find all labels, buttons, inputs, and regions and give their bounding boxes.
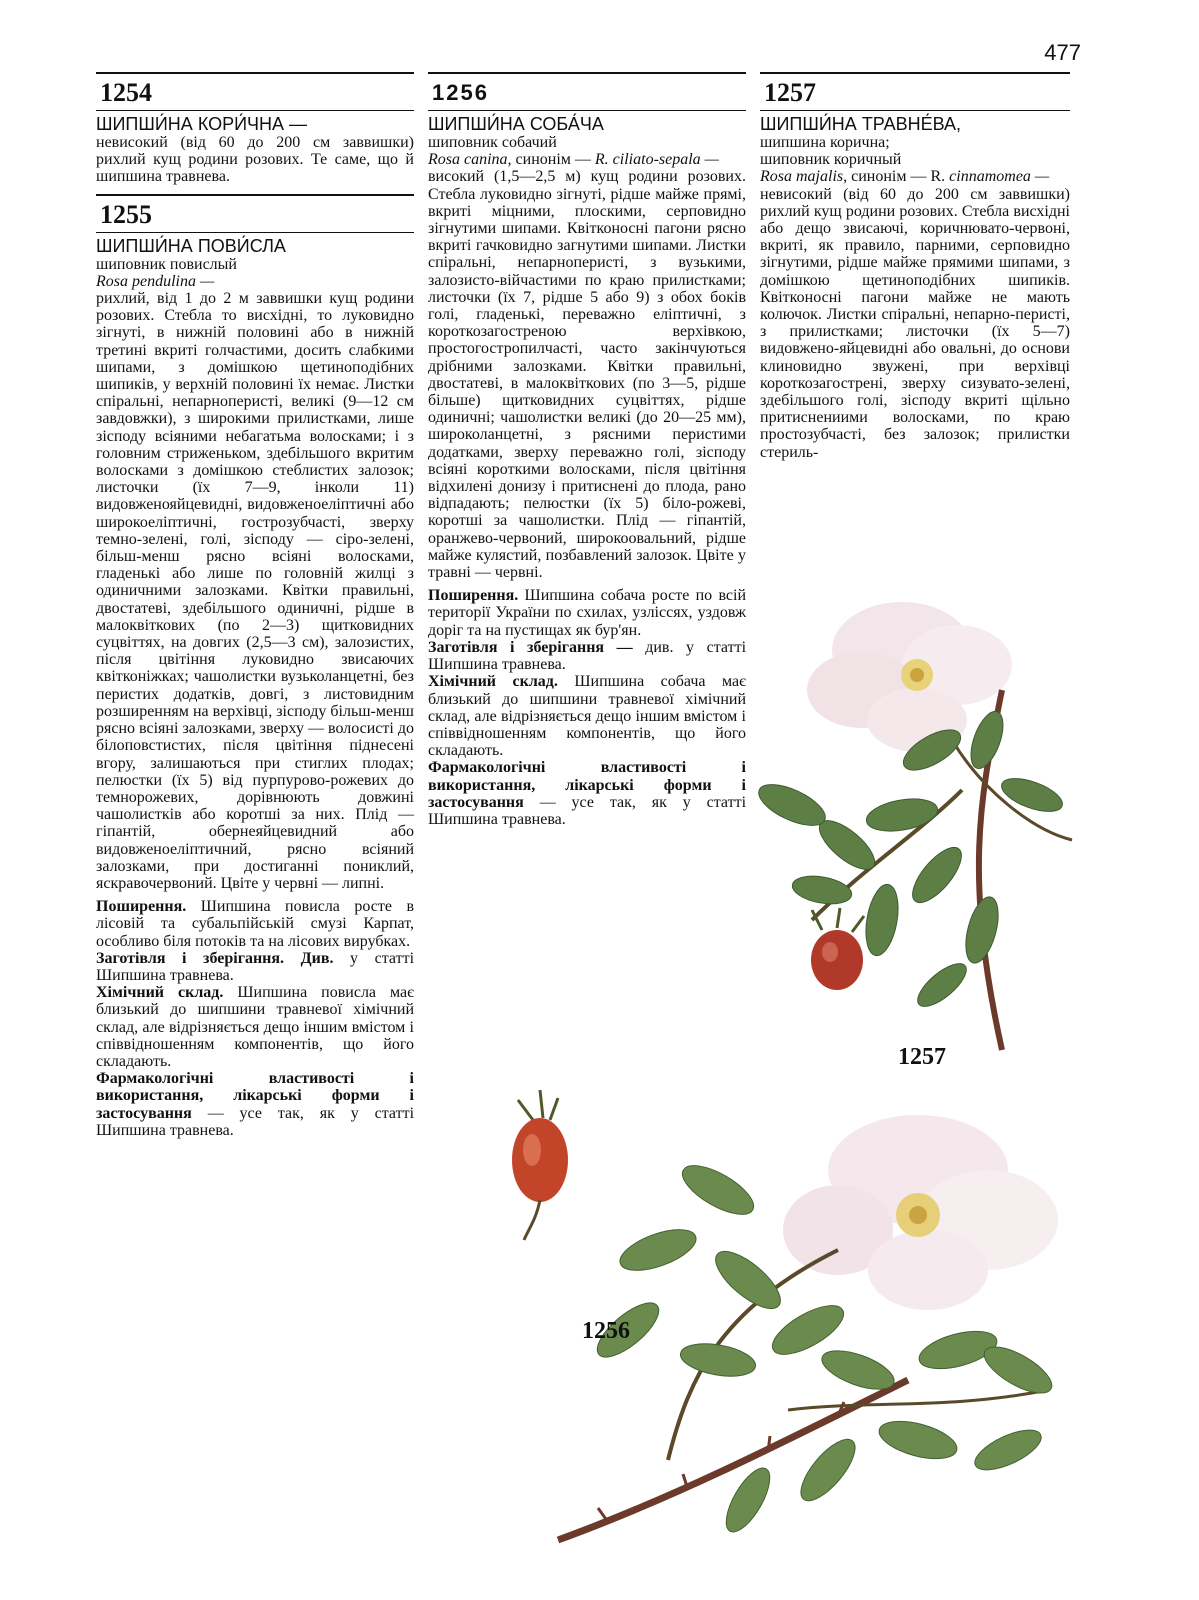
entry-latin-name: Rosa canina, [428, 151, 512, 169]
section-text: див. у статті Шипшина травнева. [428, 638, 747, 674]
entry-alt-name: шиповник коричный [760, 151, 902, 169]
entry-text: невисокий (від 60 до 200 см заввишки) рихлий кущ родини розових. Стебла висхідні або дещо звисаючі, коричнювато-червоні, вкриті, як правило, парними, серповидно зігнутими, рідше майже прямими шипами, з домішкою щетиноподібних шипиків. Квітконосні пагони майже не мають колючок. Листки спіральні, непарно-перисті, з прилистками; листочки (їх 5—7) видовжено-яйцевидні або овальні, до основи клиновидно звужені, при верхівці короткозагострені, зверху сизувато-зелені, здебільшого голі, зісподу вкриті щільно притиснениими волосками, по краю простозубчасті, без залозок; прилистки стериль- [760, 185, 1070, 461]
entry-rule [96, 72, 414, 74]
section-pharm [428, 759, 746, 828]
entry-rule [96, 110, 414, 111]
section-spread [428, 587, 746, 639]
rose-canina-illustration [488, 1080, 1088, 1580]
flower-icon [783, 1115, 1058, 1310]
entry-alt-name: шиповник повислый [96, 255, 237, 273]
entry-1256 [428, 78, 746, 828]
section-label: Заготівля і зберігання — [428, 638, 633, 656]
section-label: Заготівля і зберігання. Див. [96, 949, 334, 967]
entry-number: 1256 [432, 80, 489, 105]
entry-rule [428, 110, 746, 111]
section-label: Хімічний склад. [96, 984, 224, 1002]
section-chem [428, 673, 746, 759]
section-spread [96, 898, 414, 950]
entry-alt-name: шиповник собачий [428, 134, 557, 151]
entry-rule [760, 110, 1070, 111]
section-text: Шипшина повисла має близький до шипшини травневої хімічний склад, але відрізняється дещо іншим вмістом і співвідношенням компонентів, що його складають. [96, 984, 414, 1070]
entry-1257 [760, 78, 1070, 461]
entry-number: 1257 [764, 78, 816, 107]
section-harvest [96, 950, 414, 984]
entry-synonym: R. ciliato-sepala — [594, 151, 719, 169]
rose-hip-icon [811, 908, 864, 990]
section-text: Шипшина собача росте по всій території України по схилах, узліссях, уздовж доріг та на пустищах як бур'ян. [428, 587, 747, 639]
entry-rule [96, 232, 414, 233]
section-pharm [96, 1070, 414, 1139]
entry-number: 1255 [100, 199, 152, 229]
entry-name: ШИПШИ́НА СОБА́ЧА [428, 114, 604, 134]
entry-name: ШИПШИ́НА ПОВИ́СЛА [96, 235, 286, 256]
entry-text: високий (1,5—2,5 м) кущ родини розових. Стебла луковидно зігнуті, рідше майже прямі, вкриті міцними, плоскими, серповидно зігнутими шипами. Квітконосні пагони рясно вкриті гачковидно загнутими шипами. Листки спіральні, непарноперисті, з вузькими, залозисто-війчастими по краю прилистками; листочки (їх 7, рідше 5 або 9) з обох боків голі, гладенькі, переважно еліптичні, з короткозагостреною верхівкою, простогостропилчасті, часто закінчуються дрібними залозками. Квітки правильні, двостатеві, в малоквіткових (по 3—5, рідше більше) щитковидних суцвіттях, рідше одиничні; чашолистки великі (до 20—25 мм), широколанцетні, з рясними перистими додатками, зверху переважно голі, зісподу всіяні короткими волосками, після цвітіння відхилені донизу і притиснені до плода, рано відпадають; пелюстки (їх 5) біло-рожеві, коротші за чашолистки. Плід — гіпантій, оранжево-червоний, широкоовальний, рідше майже кулястий, позбавлений залозок. Цвіте у травні — червні. [428, 168, 746, 582]
figure-label: 1257 [898, 1044, 946, 1070]
section-label: Поширення. [428, 587, 519, 605]
rose-majalis-illustration [752, 590, 1082, 1060]
entry-1255 [96, 200, 414, 1139]
entry-synonym: cinnamomea — [949, 168, 1050, 186]
entry-latin-name: Rosa pendulina — [96, 272, 215, 290]
section-label: Фармакологічні властивості і використання, лікарські форми і застосування [428, 759, 746, 811]
entry-name: ШИПШИ́НА ТРАВНЕ́ВА, [760, 114, 962, 134]
rose-hip-icon [512, 1090, 568, 1240]
entry-name: ШИПШИ́НА КОРИ́ЧНА — [96, 114, 308, 134]
thorn-icon [598, 1402, 844, 1522]
entry-rule [428, 72, 746, 74]
entry-synonym-label: синонім — R. [851, 168, 946, 186]
entry-latin-name: Rosa majalis, [760, 168, 848, 186]
section-harvest [428, 639, 746, 673]
entry-rule [760, 72, 1070, 74]
section-text: Шипшина повисла росте в лісовій та субальпійській смузі Карпат, особливо біля потоків та на лісових вирубках. [96, 898, 415, 950]
column-1 [96, 72, 414, 1143]
section-label: Поширення. [96, 898, 187, 916]
column-3 [760, 72, 1070, 465]
section-text: — усе так, як у статті Шипшина травнева. [428, 793, 747, 828]
entry-alt-name: шипшина корична; [760, 134, 890, 151]
section-text: — усе так, як у статті Шипшина травнева. [96, 1104, 415, 1139]
page-number: 477 [1044, 40, 1081, 65]
entry-rule [96, 194, 414, 196]
column-2 [428, 72, 746, 832]
section-text: Шипшина собача має близький до шипшини травневої хімічний склад, але відрізняється дещо іншим вмістом і співвідношенням компонентів, що його складають. [428, 673, 746, 760]
section-text: у статті Шипшина травнева. [96, 949, 415, 984]
section-chem [96, 984, 414, 1070]
entry-text: невисокий (від 60 до 200 см заввишки) рихлий кущ родини розових. Те саме, що й шипшина травнева. [96, 134, 414, 186]
entry-text: рихлий, від 1 до 2 м заввишки кущ родини розових. Стебла то висхідні, то луковидно зігнуті, в нижній половині або в нижній третині вкриті голчастими, досить слабкими шипами, з домішкою щетиноподібних шипиків, у верхній половині їх немає. Листки спіральні, непарноперисті, великі (9—12 см завдовжки), з широкими прилистками, лише зісподу всіяними небагатьма волосками; і з головним стриженьком, здебільшого вкритим волосками з домішкою стеблистих залозок; листочки (їх 7—9, інколи 11) видовженояйцевидні, видовженоеліптичні або широкоеліптичні, гострозубчасті, зверху темно-зелені, голі, зісподу — сіро-зелені, більш-менш рясно всіяні волосками, гладенькі або лише по головній жилці з одиничними залозками. Квітки правильні, двостатеві, здебільшого одиничні, рідше в малоквіткових (по 2—3) щитковидних суцвіттях, на довгих (2,5—3 см), залозистих, після цвітіння луковидно звисаючих квітконіжках; чашолистки вузьколанцетні, без перистих додатків, довгі, з листовидним розширенням на верхівці, зісподу більш-менш рясно всіяні залозками, зверху — волосисті до білоповстистих, після цвітіння піднесені вгору, залишаються при стиглих плодах; пелюстки (їх 5) від пурпурово-рожевих до темнорожевих, дорівнюють довжині чашолистків або коротші за них. Плід — гіпантій, обернеяйцевидний або видовженоеліптичний, рясно всіяний залозками, при достиганні пониклий, яскравочервоний. Цвіте у червні — липні. [96, 290, 414, 892]
entry-1254 [96, 78, 414, 186]
section-label: Фармакологічні властивості і використання, лікарські форми і застосування [96, 1070, 414, 1122]
entry-number: 1254 [100, 78, 152, 107]
leaf-icon [753, 707, 1066, 1013]
section-label: Хімічний склад. [428, 673, 558, 691]
entry-synonym-label: синонім — [515, 151, 591, 169]
figure-label: 1256 [582, 1318, 630, 1344]
